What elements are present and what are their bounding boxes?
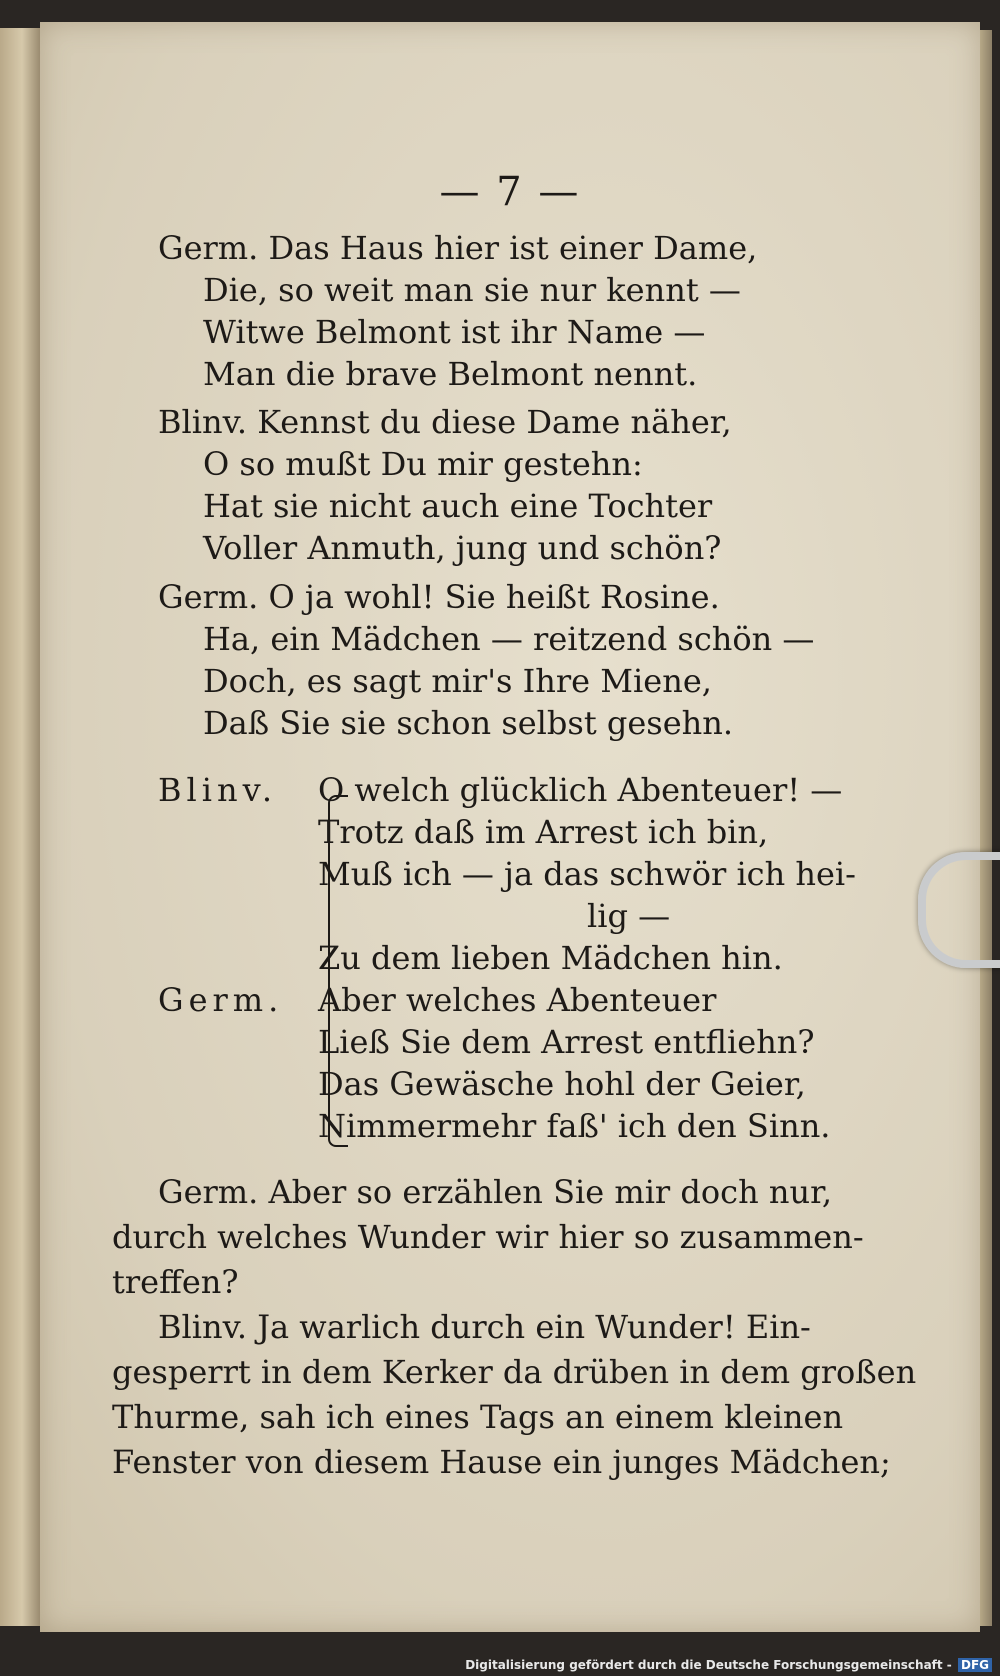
speaker-label: Germ.: [158, 981, 284, 1019]
text-line: Trotz daß im Arrest ich bin,: [318, 813, 769, 851]
text-line: Voller Anmuth, jung und schön?: [203, 529, 722, 567]
text-line: durch welches Wunder wir hier so zusammen-: [112, 1218, 864, 1256]
text-line: Muß ich — ja das schwör ich hei-: [318, 855, 856, 893]
credit-text: Digitalisierung gefördert durch die Deutsche Forschungsgemeinschaft -: [465, 1658, 952, 1672]
text-line: Doch, es sagt mir's Ihre Miene,: [203, 662, 712, 700]
text-line: lig —: [587, 897, 671, 935]
text-line: Aber welches Abenteuer: [318, 981, 717, 1019]
text-line: Blinv. Kennst du diese Dame näher,: [158, 403, 732, 441]
text-line: Ha, ein Mädchen — reitzend schön —: [203, 620, 815, 658]
paper-clip: [918, 852, 1000, 968]
text-line: Germ. O ja wohl! Sie heißt Rosine.: [158, 578, 720, 616]
text-line: Nimmermehr faß' ich den Sinn.: [318, 1107, 831, 1145]
text-line: treffen?: [112, 1263, 239, 1301]
speaker-label: Blinv.: [158, 771, 278, 809]
text-line: O welch glücklich Abenteuer! —: [318, 771, 843, 809]
text-line: Germ. Das Haus hier ist einer Dame,: [158, 229, 758, 267]
book-page: [40, 22, 980, 1632]
text-line: Ließ Sie dem Arrest entfliehn?: [318, 1023, 815, 1061]
page-fore-edge: [980, 30, 992, 1626]
adjacent-page-edge: [0, 28, 40, 1626]
text-line: Germ. Aber so erzählen Sie mir doch nur,: [158, 1173, 833, 1211]
text-line: Hat sie nicht auch eine Tochter: [203, 487, 713, 525]
text-line: O so mußt Du mir gestehn:: [203, 445, 643, 483]
text-line: Zu dem lieben Mädchen hin.: [318, 939, 783, 977]
text-line: Das Gewäsche hohl der Geier,: [318, 1065, 806, 1103]
dfg-logo: DFG: [958, 1658, 992, 1672]
text-line: Thurme, sah ich eines Tags an einem kleinen: [112, 1398, 844, 1436]
text-line: Witwe Belmont ist ihr Name —: [203, 313, 706, 351]
page-number: — 7 —: [439, 169, 581, 215]
text-line: Die, so weit man sie nur kennt —: [203, 271, 741, 309]
text-line: Fenster von diesem Hause ein junges Mädchen;: [112, 1443, 891, 1481]
digitization-credit: [465, 1658, 992, 1672]
text-line: Blinv. Ja warlich durch ein Wunder! Ein-: [158, 1308, 811, 1346]
text-line: Daß Sie sie schon selbst gesehn.: [203, 704, 734, 742]
text-line: gesperrt in dem Kerker da drüben in dem großen: [112, 1353, 917, 1391]
text-line: Man die brave Belmont nennt.: [203, 355, 698, 393]
